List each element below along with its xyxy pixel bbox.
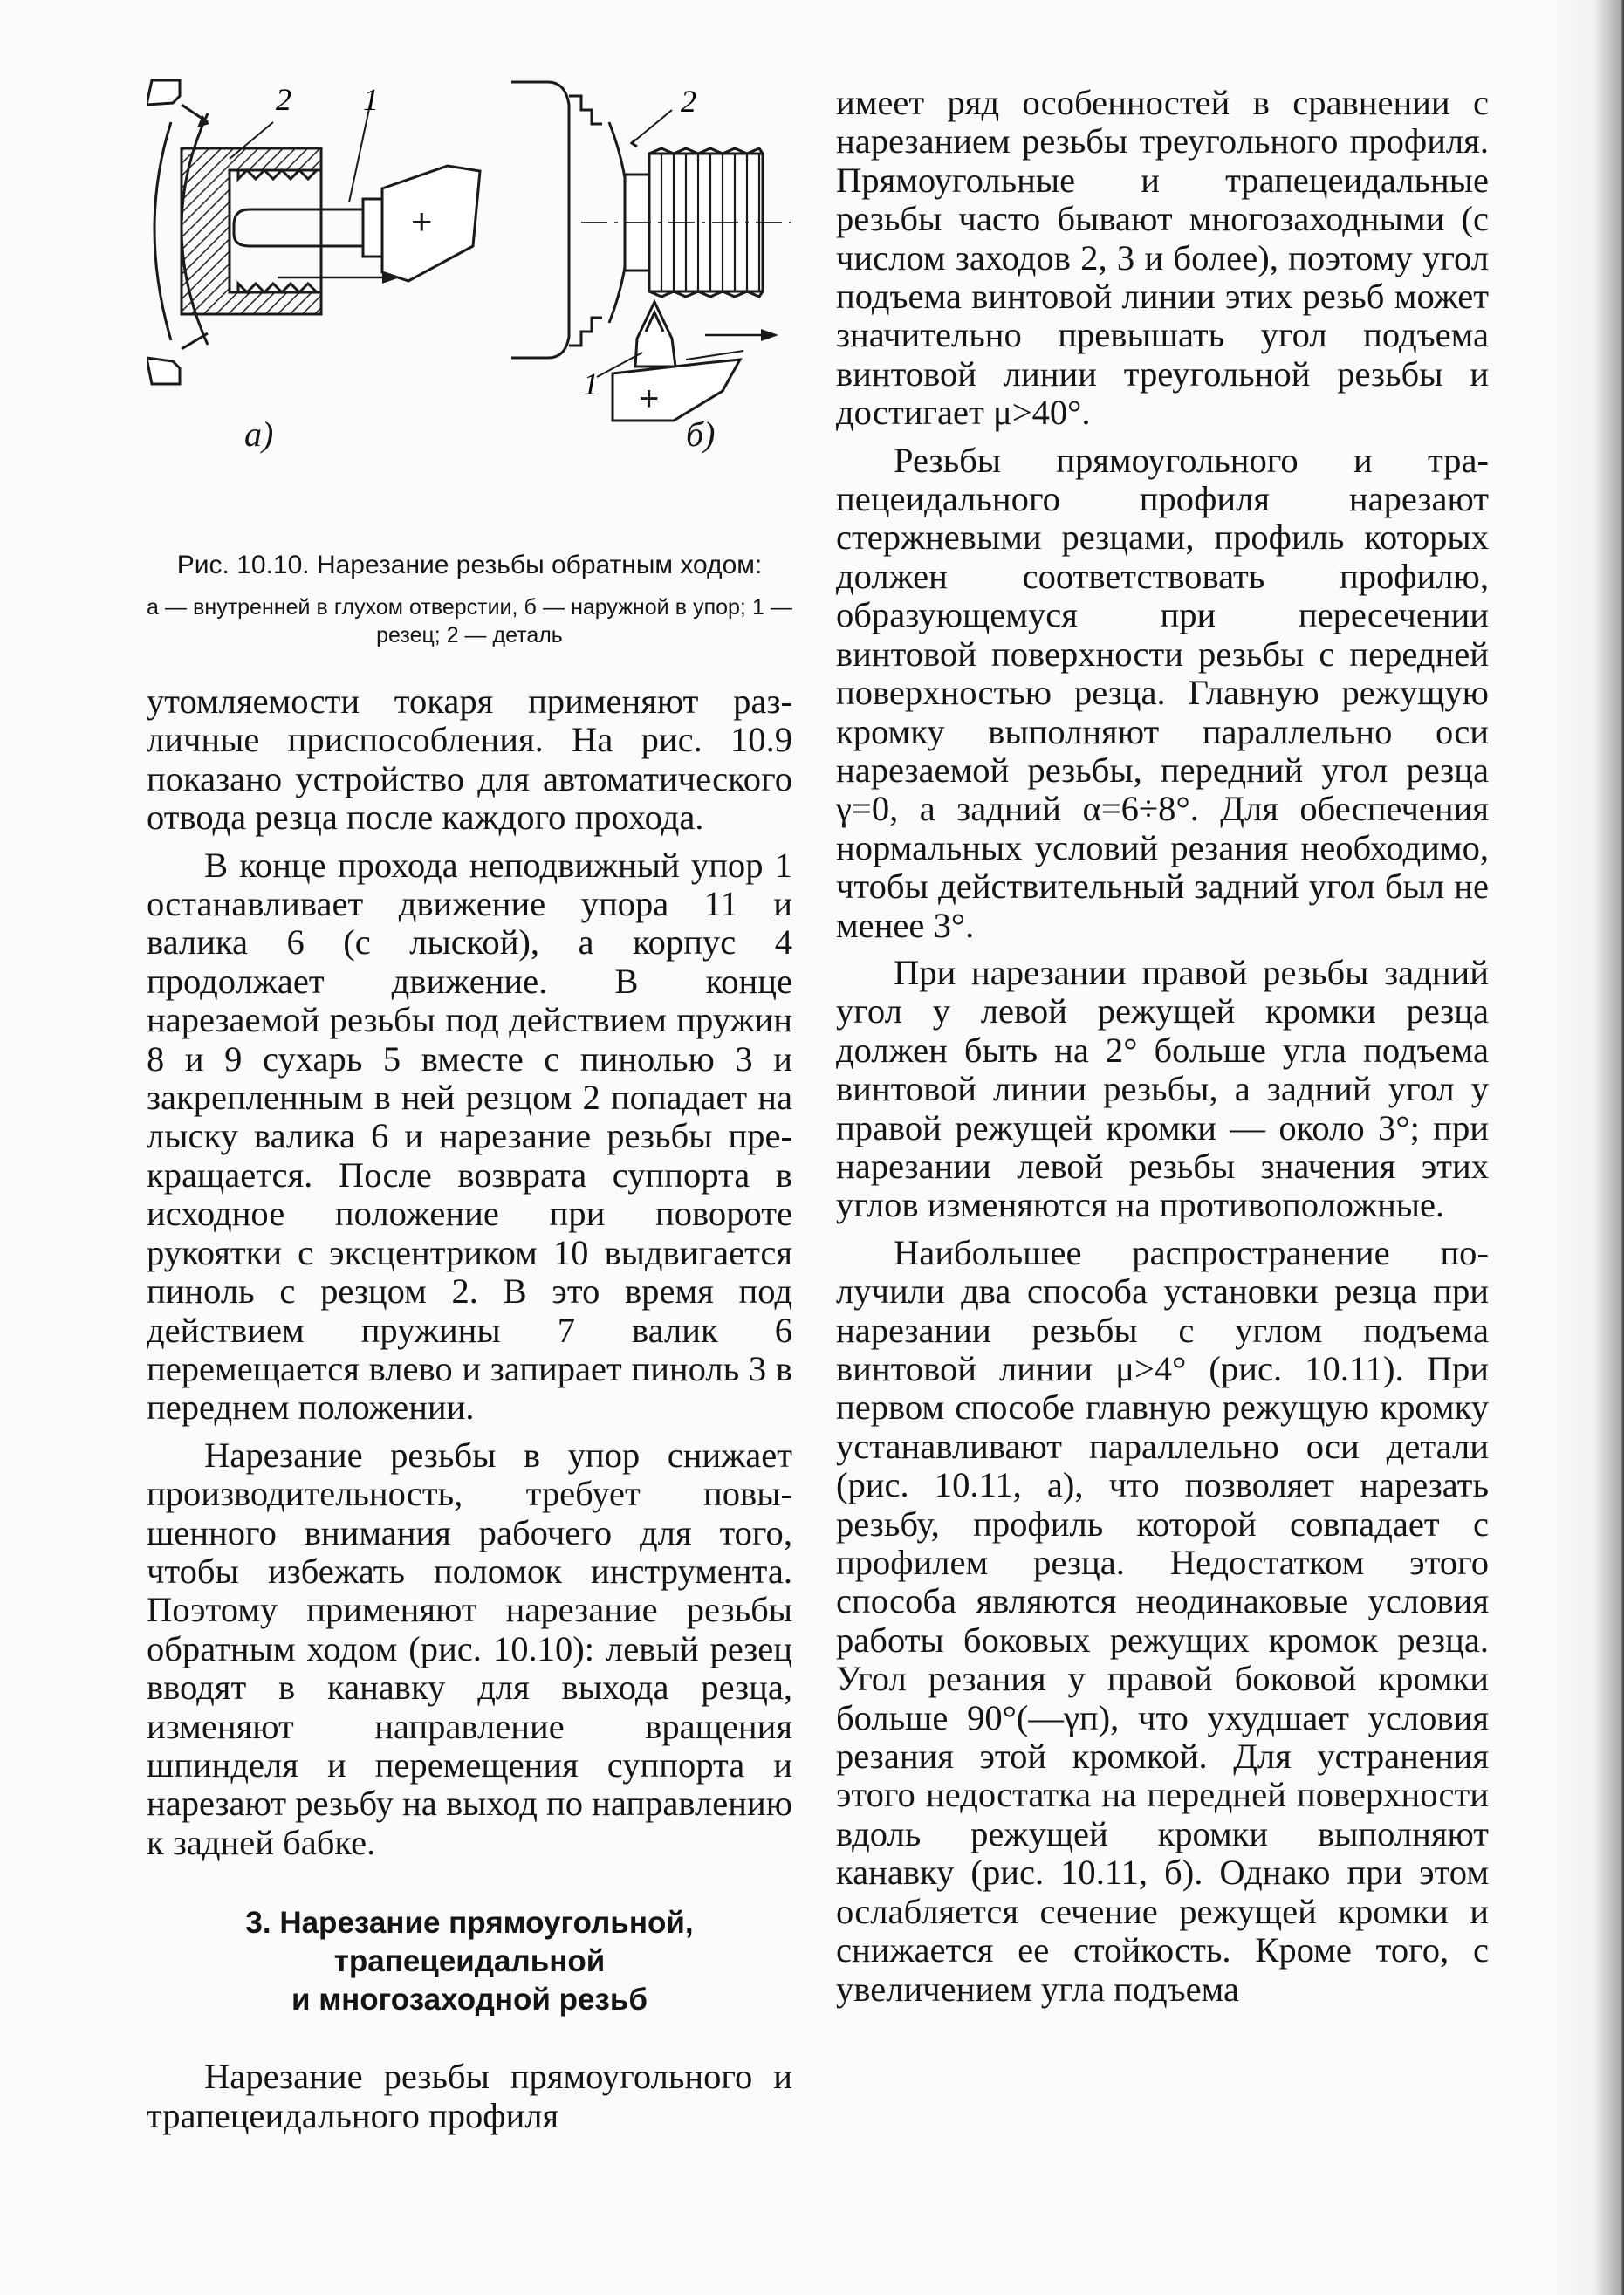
view-b-external-threading	[511, 82, 791, 421]
left-text-block	[147, 682, 792, 2135]
section-heading	[147, 1904, 792, 2019]
callout-a-1: 1	[363, 82, 379, 117]
figure-caption: Рис. 10.10. Нарезание резьбы обратным ходом:	[176, 551, 763, 579]
view-a-internal-threading	[147, 80, 480, 384]
left-column	[147, 0, 793, 2135]
scan-page-edge	[1549, 0, 1624, 2295]
section-heading-line-3: и многозаходной резьб	[291, 1983, 648, 2018]
paragraph-left-3: Нарезание резьбы в упор снижает производительность, требует повышенного внимания рабочего для того, чтобы избежать поломок инструмента. Поэтому применяют нарезание резьбы обратным ходом (рис. 10.10): левый резец вводят в канавку для выхода резца, изменяют направление вращения шпинделя и перемещения суппорта и нарезают резьбу на выход по направлению к задней бабке.	[147, 1435, 793, 1862]
paragraph-left-1: утомляемости токаря применяют различные приспособления. На рис. 10.9 показано устройство для автоматического отвода резца после каждого прохода.	[147, 682, 792, 838]
callout-b-2: 2	[681, 84, 696, 119]
svg-text:+: +	[639, 380, 660, 418]
right-column	[836, 84, 1489, 2009]
paragraph-right-4: Наибольшее распространение получили два способа установки резца при нарезании резьбы с углом подъема винтовой линии μ>4° (рис. 10.11). При первом способе главную режущую кромку устанавливают параллельно оси детали (рис. 10.11, а), что позволяет нарезать резьбу, профиль которой совпадает с профилем резца. Недостатком этого способа являются неодинаковые условия работы боковых режущих кромок резца. Угол резания у правой боковой кромки больше 90°(—γп), что ухудшает условия резания этой кромкой. Для устранения этого недостатка на передней поверхности вдоль режущей кромки выполняют канавку (рис. 10.11, б). Однако при этом ослабляется сечение режущей кромки и снижается ее стойкость. Кроме того, с увеличением угла подъема	[836, 1232, 1489, 2009]
figure-label-a: а)	[244, 414, 274, 454]
section-heading-line-2: трапецеидальной	[333, 1944, 606, 1979]
figure-label-b: б)	[686, 414, 716, 454]
paragraph-right-3: При нарезании правой резьбы задний угол у левой режущей кромки резца должен быть на 2° больше угла подъема винтовой линии резьбы, а задний угол у правой режущей кромки — около 3°; при нарезании левой резьбы значения этих углов изменяются на противоположные.	[836, 952, 1489, 1225]
paragraph-right-2: Резьбы прямоугольного и трапецеидального профиля нарезают стержневыми резцами, профиль которых должен соответствовать профилю, образующемуся при пересечении винтовой поверхности резьбы с передней поверхностью резца. Главную режущую кромку выполняют параллельно оси нарезаемой резьбы, передний угол резца γ=0, а задний α=6÷8°. Для обеспечения нормальных условий резания необходимо, чтобы действительный задний угол был не менее 3°.	[836, 440, 1489, 945]
threading-diagram	[147, 0, 792, 541]
section-heading-line-1: 3. Нарезание прямоугольной,	[245, 1906, 694, 1941]
callout-a-2: 2	[276, 82, 291, 117]
svg-text:+: +	[411, 201, 433, 242]
figure-legend: а — внутренней в глухом отверстии, б — наружной в упор; 1 — резец; 2 — деталь	[147, 595, 792, 647]
callout-b-1: 1	[583, 367, 599, 401]
paragraph-right-1: имеет ряд особенностей в сравнении с нарезанием резьбы треугольного профиля. Прямоугольные и трапецеидальные резьбы часто бывают многозаходными (с числом заходов 2, 3 и более), поэтому угол подъема винтовой линии этих резьб может значительно превышать угол подъема винтовой линии треугольной резьбы и достигает μ>40°.	[836, 83, 1489, 433]
paragraph-left-4: Нарезание резьбы прямоугольного и трапецеидального профиля	[147, 2057, 792, 2135]
figure-10-10	[147, 0, 792, 663]
paragraph-left-2: В конце прохода неподвижный упор 1 останавливает движение упора 11 и валика 6 (с лыской), а корпус 4 продолжает движение. В конце нарезаемой резьбы под действием пружин 8 и 9 сухарь 5 вместе с пинолью 3 и закрепленным в ней резцом 2 попадает на лыску валика 6 и нарезание резьбы прекращается. После возврата суппорта в исходное положение при повороте рукоятки с эксцентриком 10 выдвигается пиноль с резцом 2. В это время под действием пружины 7 валик 6 перемещается влево и запирает пиноль 3 в переднем положении.	[147, 845, 792, 1428]
